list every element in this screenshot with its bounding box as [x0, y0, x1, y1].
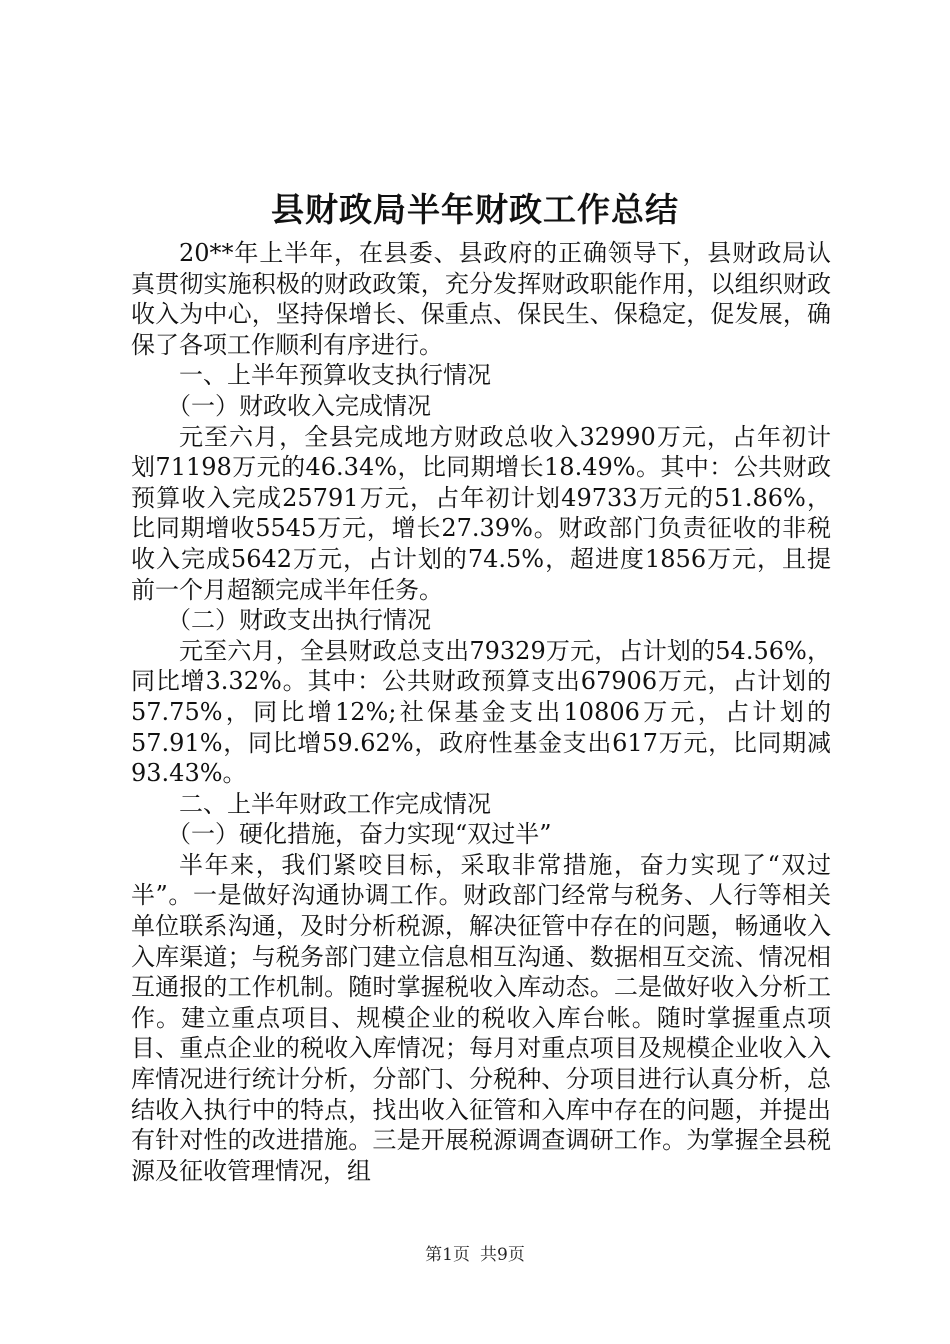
page-footer [0, 1242, 950, 1268]
page-number: 第1页 [425, 1245, 470, 1265]
subsection-heading-revenue: （一）财政收入完成情况 [167, 391, 431, 420]
intro-paragraph: 20**年上半年，在县委、县政府的正确领导下，县财政局认真贯彻实施积极的财政政策，充分发挥财政职能作用，以组织财政收入为中心，坚持保增长、保重点、保民生、保稳定，促发展，确保了各项工作顺利有序进行。 [131, 239, 831, 359]
expenditure-paragraph: 元至六月，全县财政总支出79329万元，占计划的54.56%，同比增3.32%。其中：公共财政预算支出67906万元，占计划的57.75%，同比增12%;社保基金支出10806万元，占计划的57.91%，同比增59.62%，政府性基金支出617万元，比同期减93.43%。 [131, 636, 831, 788]
document-body [131, 238, 831, 1186]
measures-paragraph: 半年来，我们紧咬目标，采取非常措施，奋力实现了“双过半”。一是做好沟通协调工作。财政部门经常与税务、人行等相关单位联系沟通，及时分析税源，解决征管中存在的问题，畅通收入入库渠道；与税务部门建立信息相互沟通、数据相互交流、情况相互通报的工作机制。随时掌握税收入库动态。二是做好收入分析工作。建立重点项目、规模企业的税收入库台帐。随时掌握重点项目、重点企业的税收入库情况；每月对重点项目及规模企业收入入库情况进行统计分析，分部门、分税种、分项目进行认真分析，总结收入执行中的特点，找出收入征管和入库中存在的问题，并提出有针对性的改进措施。三是开展税源调查调研工作。为掌握全县税源及征收管理情况，组 [131, 850, 831, 1185]
document-title: 县财政局半年财政工作总结 [271, 190, 679, 229]
revenue-paragraph: 元至六月，全县完成地方财政总收入32990万元，占年初计划71198万元的46.34%，比同期增长18.49%。其中：公共财政预算收入完成25791万元，占年初计划49733万元的51.86%，比同期增收5545万元，增长27.39%。财政部门负责征收的非税收入完成5642万元，占计划的74.5%，超进度1856万元，且提前一个月超额完成半年任务。 [131, 422, 831, 604]
page-total: 共9页 [480, 1245, 525, 1265]
section-heading-work-completion: 二、上半年财政工作完成情况 [179, 789, 491, 818]
section-heading-budget-execution: 一、上半年预算收支执行情况 [179, 361, 491, 390]
subsection-heading-expenditure: （二）财政支出执行情况 [167, 606, 431, 635]
subsection-heading-double-half: （一）硬化措施，奋力实现“双过半” [167, 820, 552, 849]
